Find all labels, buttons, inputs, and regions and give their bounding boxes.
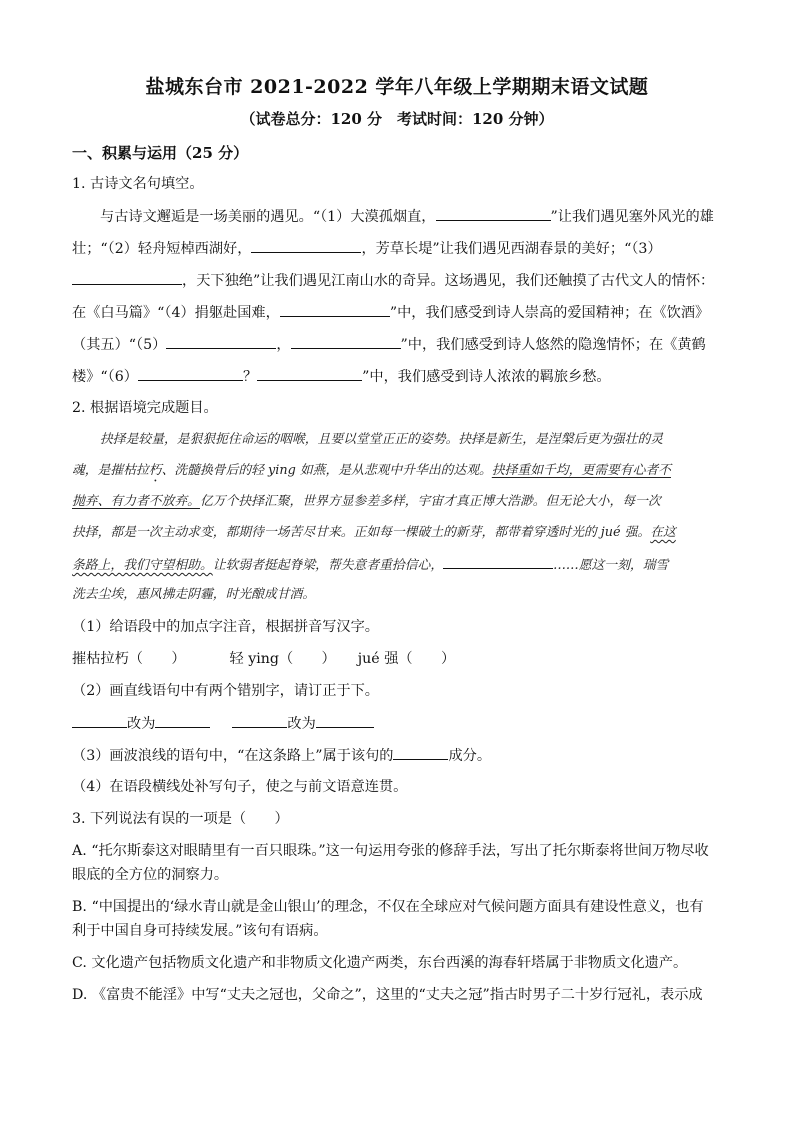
q3-option-b-cont: 利于中国自身可持续发展。”该句有语病。 <box>72 923 328 939</box>
answer-blank[interactable] <box>443 554 553 569</box>
q1-line-1: 与古诗文邂逅是一场美丽的遇见。“（1）大漠孤烟直， ”让我们遇见塞外风光的雄 <box>100 206 750 227</box>
q2-sub-1-items <box>72 649 722 669</box>
q2-sub-1: （1）给语段中的加点字注音，根据拼音写汉字。 <box>72 619 379 635</box>
answer-blank[interactable] <box>291 334 401 349</box>
answer-blank[interactable] <box>72 270 182 285</box>
answer-blank[interactable] <box>257 366 362 381</box>
q2-passage-line-1: 抉择是较量，是狠狠扼住命运的咽喉，且要以堂堂正正的姿势。抉择是新生，是涅槃后更为强壮的灵 <box>100 432 664 447</box>
q3-option-d: D. 《富贵不能淫》中写“丈夫之冠也，父命之”，这里的“丈夫之冠”指古时男子二十岁行冠礼，表示成 <box>72 987 703 1003</box>
answer-blank[interactable] <box>166 334 276 349</box>
answer-blank[interactable] <box>155 713 210 728</box>
q3-stem: 3. 下列说法有误的一项是（ ） <box>72 811 289 827</box>
pinyin-item-3: jué 强（ ） <box>357 651 456 667</box>
q3-option-a: A. “托尔斯泰这对眼睛里有一百只眼珠。”这一句运用夸张的修辞手法，写出了托尔斯泰将世间万物尽收 <box>72 843 709 859</box>
answer-blank[interactable] <box>72 713 127 728</box>
answer-blank[interactable] <box>280 302 390 317</box>
q2-passage-line-4: 抉择，都是一次主动求变，都期待一场苦尽甘来。正如每一棵破土的新芽，都带着穿透时光的 jué 强。在这 <box>72 525 676 540</box>
q2-sub-3: （3）画波浪线的语句中，“在这条路上”属于该句的 成分。 <box>72 745 722 766</box>
dotted-char: 朽 <box>148 463 162 478</box>
answer-blank[interactable] <box>436 206 551 221</box>
pinyin-item-2: 轻 ying（ ） <box>229 651 336 667</box>
section-heading: 一、积累与运用（25 分） <box>72 144 249 162</box>
wavy-underlined-sentence: 在这 <box>650 525 676 540</box>
q3-option-a-cont: 眼底的全方位的洞察力。 <box>72 867 229 883</box>
q3-option-c: C. 文化遗产包括物质文化遗产和非物质文化遗产两类，东台西溪的海春轩塔属于非物质文化遗产。 <box>72 955 688 971</box>
page-title: 盐城东台市 2021-2022 学年八年级上学期期末语文试题 <box>145 76 649 98</box>
q3-option-b: B. “中国提出的‘绿水青山就是金山银山’的理念，不仅在全球应对气候问题方面具有建设性意义，也有 <box>72 899 704 915</box>
answer-blank[interactable] <box>232 713 287 728</box>
q2-sub-2: （2）画直线语句中有两个错别字，请订正于下。 <box>72 683 379 699</box>
q1-line-5: （其五）“（5） ， ”中，我们感受到诗人悠然的隐逸情怀；在《黄鹤 <box>72 334 722 355</box>
wavy-underlined-sentence-end: 条路上，我们守望相助。 <box>72 558 213 573</box>
q2-passage-line-2: 魂，是摧枯拉朽、洗髓换骨后的轻 ying 如燕，是从悲观中升华出的达观。抉择重如千均，更需要有心者不 <box>72 463 671 478</box>
q2-passage-line-5: 条路上，我们守望相助。让软弱者挺起脊梁，帮失意者重拾信心， ……愿这一刻，瑞雪 <box>72 554 724 576</box>
q1-stem: 1. 古诗文名句填空。 <box>72 176 204 192</box>
q2-passage-line-3: 抛弃、有力者不放弃。亿万个抉择汇聚，世界方显参差多样，宇宙才真正博大浩渺。但无论大小，每一次 <box>72 494 661 509</box>
answer-blank[interactable] <box>251 238 361 253</box>
answer-blank[interactable] <box>393 745 448 760</box>
q1-line-6: 楼》“（6） ？ ”中，我们感受到诗人浓浓的羁旅乡愁。 <box>72 366 722 387</box>
q1-line-2: 壮；“（2）轻舟短棹西湖好， ，芳草长堤”让我们遇见西湖春景的美好；“（3） <box>72 238 722 259</box>
q1-line-3: ，天下独绝”让我们遇见江南山水的奇异。这场遇见，我们还触摸了古代文人的情怀： <box>72 270 722 291</box>
answer-blank[interactable] <box>138 366 243 381</box>
q2-sub-4: （4）在语段横线处补写句子，使之与前文语意连贯。 <box>72 779 408 795</box>
pinyin-item-1: 摧枯拉朽（ ） <box>72 651 186 667</box>
answer-blank[interactable] <box>316 713 374 728</box>
q1-line-4: 在《白马篇》“（4）捐躯赴国难， ”中，我们感受到诗人崇高的爱国精神；在《饮酒》 <box>72 302 722 323</box>
q2-passage-line-6: 洗去尘埃，惠风拂走阴霾，时光酿成甘酒。 <box>72 587 316 602</box>
straight-underlined-sentence-end: 抛弃、有力者不放弃。 <box>72 494 200 509</box>
exam-info: （试卷总分：120 分 考试时间：120 分钟） <box>240 110 554 128</box>
q2-stem: 2. 根据语境完成题目。 <box>72 400 218 416</box>
q2-sub-2-answers: 改为 改为 <box>72 713 722 734</box>
straight-underlined-sentence: 抉择重如千均，更需要有心者不 <box>491 463 671 478</box>
